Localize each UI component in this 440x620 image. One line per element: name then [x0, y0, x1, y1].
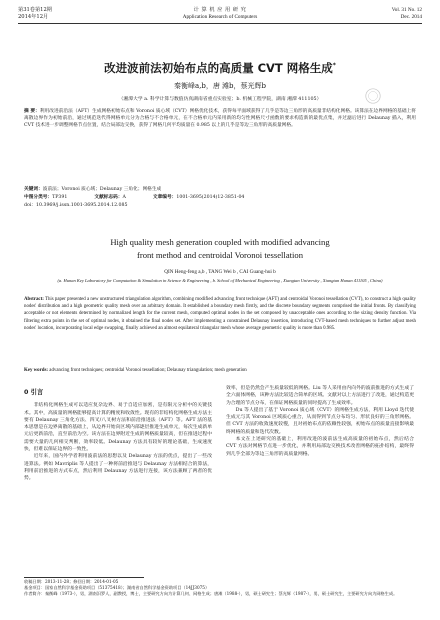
keywords-cn [24, 186, 416, 193]
article-number-value: 1001-3695(2014)12-3851-04 [176, 195, 245, 200]
journal-issue [18, 7, 52, 21]
keywords-text-cn: 波前法；Voronoi 质心域；Delaunay 三角化；网格生成 [42, 187, 162, 192]
paper-title-en [30, 236, 410, 262]
abstract-cn [24, 108, 416, 129]
classification-line [24, 194, 416, 201]
received-date: 收稿日期：2013-11-28；修回日期：2014-01-05 [24, 579, 119, 584]
journal-name-en: Application Research of Computers [182, 14, 258, 20]
title-footnote-mark: * [332, 62, 336, 70]
clc-value: TP391 [52, 195, 68, 200]
doc-code-label: 文献标志码： [94, 195, 123, 200]
affiliation-cn: （湘潭大学 a. 科学计算与数值仿真湖南省重点实验室；b. 机械工程学院，湖南 湘潭 411105） [118, 97, 322, 102]
author-bio: 作者简介：秦衡峰（1973-），男，湖南汨罗人，副教授，博士，主要研究方向为计算几何、网格生成；唐滩（1988-），男，硕士研究生；蔡光辉（1987-），男，硕士研究生，主要研究方向为网格生成。 [24, 591, 398, 597]
body-paragraph: 效率，但是仍然会产生质量较低的网格。Liu 等人采用由内向外的波前推进的方式生成了全六面体网格，该种方法比较适合简单的区域。文献对以上方法进行了改进，通过构造更为合理的节点分布，在保证网格质量的同时提高了生成效率。 [226, 386, 414, 406]
affiliation-en: (a. Hunan Key Laboratory for Computation & Simulation in Science & Engineering , b. School of Mechanical Engineering , Xiangtan University , Xiangtan Hunan 411105 , China) [57, 278, 383, 283]
header-rule [18, 23, 422, 24]
body-paragraph: Du 等人提出了基于 Voronoi 质心域（CVT）的网格生成方法，利用 Lloyd 迭代使生成元与其 Voronoi 区域质心重合，从而得到节点分布均匀、形状良好的三角形网格。但 CVT 方法的收敛速度较慢，且对初始布点的依赖性较强，初始布点的质量直接影响最终网格的质量和迭代次数。 [226, 407, 414, 435]
abstract-en [24, 296, 416, 332]
clc-label: 中图分类号： [24, 195, 53, 200]
paper-title-en-line1: High quality mesh generation coupled with modified advancing [110, 237, 330, 247]
journal-volume-en [392, 7, 422, 21]
date-cn: 2014年12月 [18, 14, 49, 20]
abstract-text-cn: 利用改进前沿法（AFT）生成网格初始布点和 Voronoi 质心域（CVT）网格优化技术，获得每平面域获得了几乎是等边三角形的高质量非结构化网格。该算法在边界网格的基础上将离散边界作为初始前沿，通过规范迭代得网格单元分为合格与不合格单元，在不合格单元内采用新的均匀性网格尺寸函数的要求构造新的最优点集，并过滤后进行 Delaunay 插入，利用 CVT 技术进一步调整网格节点位置，结合局部边交换，获得了网格几何平均质量在 0.985 以上的几乎是等边三角形的高质量网格。 [24, 109, 416, 129]
doi-label: doi： [24, 203, 37, 208]
keywords-en [24, 367, 416, 374]
keywords-text-en: advancing front techniques; centroidal Voronoi tessellation; Delaunay triangulation; mesh generation [49, 368, 247, 373]
abstract-label-cn: 摘 要： [24, 109, 40, 114]
watermark-stamp-icon [364, 87, 382, 105]
authors-en: QIN Heng-feng a,b , TANG Wei b , CAI Guang-hui b [164, 269, 276, 275]
date-en: Dec. 2014 [400, 14, 422, 20]
volume-issue-cn: 第31卷第12期 [18, 7, 52, 13]
abstract-text-en: This paper presented a new unstructured triangulation algorithm, combining modified advancing front technique (AFT) and centroidal Voronoi tessellation (CVT), to construct a high quality nodes' distribution and a high geometric quality mesh over an arbitrary domain. It established a boundary mesh firstly, and the discrete boundary segments comprised the initial fronts. By classifying acceptable or not elements determined by normalized length for the current mesh, computed optimal nodes in the set composed by unacceptable ones according to the sizing density function. Via filtering extra points in the set of optimal nodes, it obtained the final nodes set. After implementing a constrained Delaunay insertion, introducing CVT-based mesh techniques to further adjust mesh nodes' location, incorporating local edge swapping, finally achieved an almost equilateral triangular mesh whose average geometric quality is more than 0.985. [24, 297, 417, 331]
funding-info: 基金项目：国家自然科学基金资助项目（51375418）；湖南省自然科学基金资助项目（14JJ3075） [24, 585, 210, 591]
body-column-right [226, 385, 414, 458]
footnote [24, 579, 416, 598]
doc-code-value: A [122, 195, 126, 200]
abstract-label-en: Abstract: [24, 297, 44, 302]
journal-name-cn: 计 算 机 应 用 研 究 [193, 7, 247, 13]
volume-issue-en: Vol. 31 No. 12 [391, 7, 422, 13]
keywords-label-cn: 关键词： [24, 187, 43, 192]
doi-value: 10.3969/j.issn.1001-3695.2014.12.085 [36, 203, 128, 208]
section-heading-introduction: 0 引言 [24, 389, 44, 396]
keywords-label-en: Key words: [24, 368, 49, 373]
body-column-left [24, 385, 212, 483]
footnote-rule [24, 577, 144, 578]
paper-title-en-line2: front method and centroidal Voronoi tessellation [136, 250, 304, 260]
body-paragraph: 本文在上述研究的基础上，利用改进的波前法生成高质量的初始布点，然后结合 CVT 方法对网格节点进一步优化，并利用局部边交换技术改善网格的拓扑结构，最终得到几乎全部为等边三角形的高质量网格。 [226, 437, 414, 457]
journal-name [140, 7, 300, 21]
paper-title-cn [20, 60, 420, 76]
paper-title-cn-text: 改进波前法初始布点的高质量 CVT 网格生成 [104, 61, 333, 75]
body-paragraph: 近年来，国内外学者利用波前法的思想以及 Delaunay 方法的优点，提出了一些改进算法。例如 Mavriplis 等人提出了一种将前沿推进与 Delaunay 方法相结合的算法，利用前沿推进的方式布点，然后利用 Delaunay 方法进行连接，该方法兼顾了两者的优势。 [24, 454, 212, 482]
body-paragraph: 非结构化网格生成可以适应复杂边界、易于自适应加密，是有限元分析中的关键技术。其中，高质量的网格能够提高计算的精度和收敛性。现有的非结构化网格生成方法主要有 Delaunay 三角化方法、四叉/八叉树方法和前沿推进法（AFT）等。AFT 法的基本思想是在边界离散的基础上，从边界开始向区域内部逐层推进生成单元，每次生成新单元后更新前沿，直至前沿为空。该方法在边界附近生成的网格质量较高，但在推进过程中需要大量的几何相交判断，效率较低。Delaunay 方法具有较好的理论基础，生成速度快，但难以保证边界的一致性。 [24, 403, 212, 453]
doi-line [24, 202, 416, 209]
authors-cn: 秦衡峰a,b，唐 滩b，蔡光辉b [173, 82, 267, 90]
article-number-label: 文章编号： [152, 195, 177, 200]
